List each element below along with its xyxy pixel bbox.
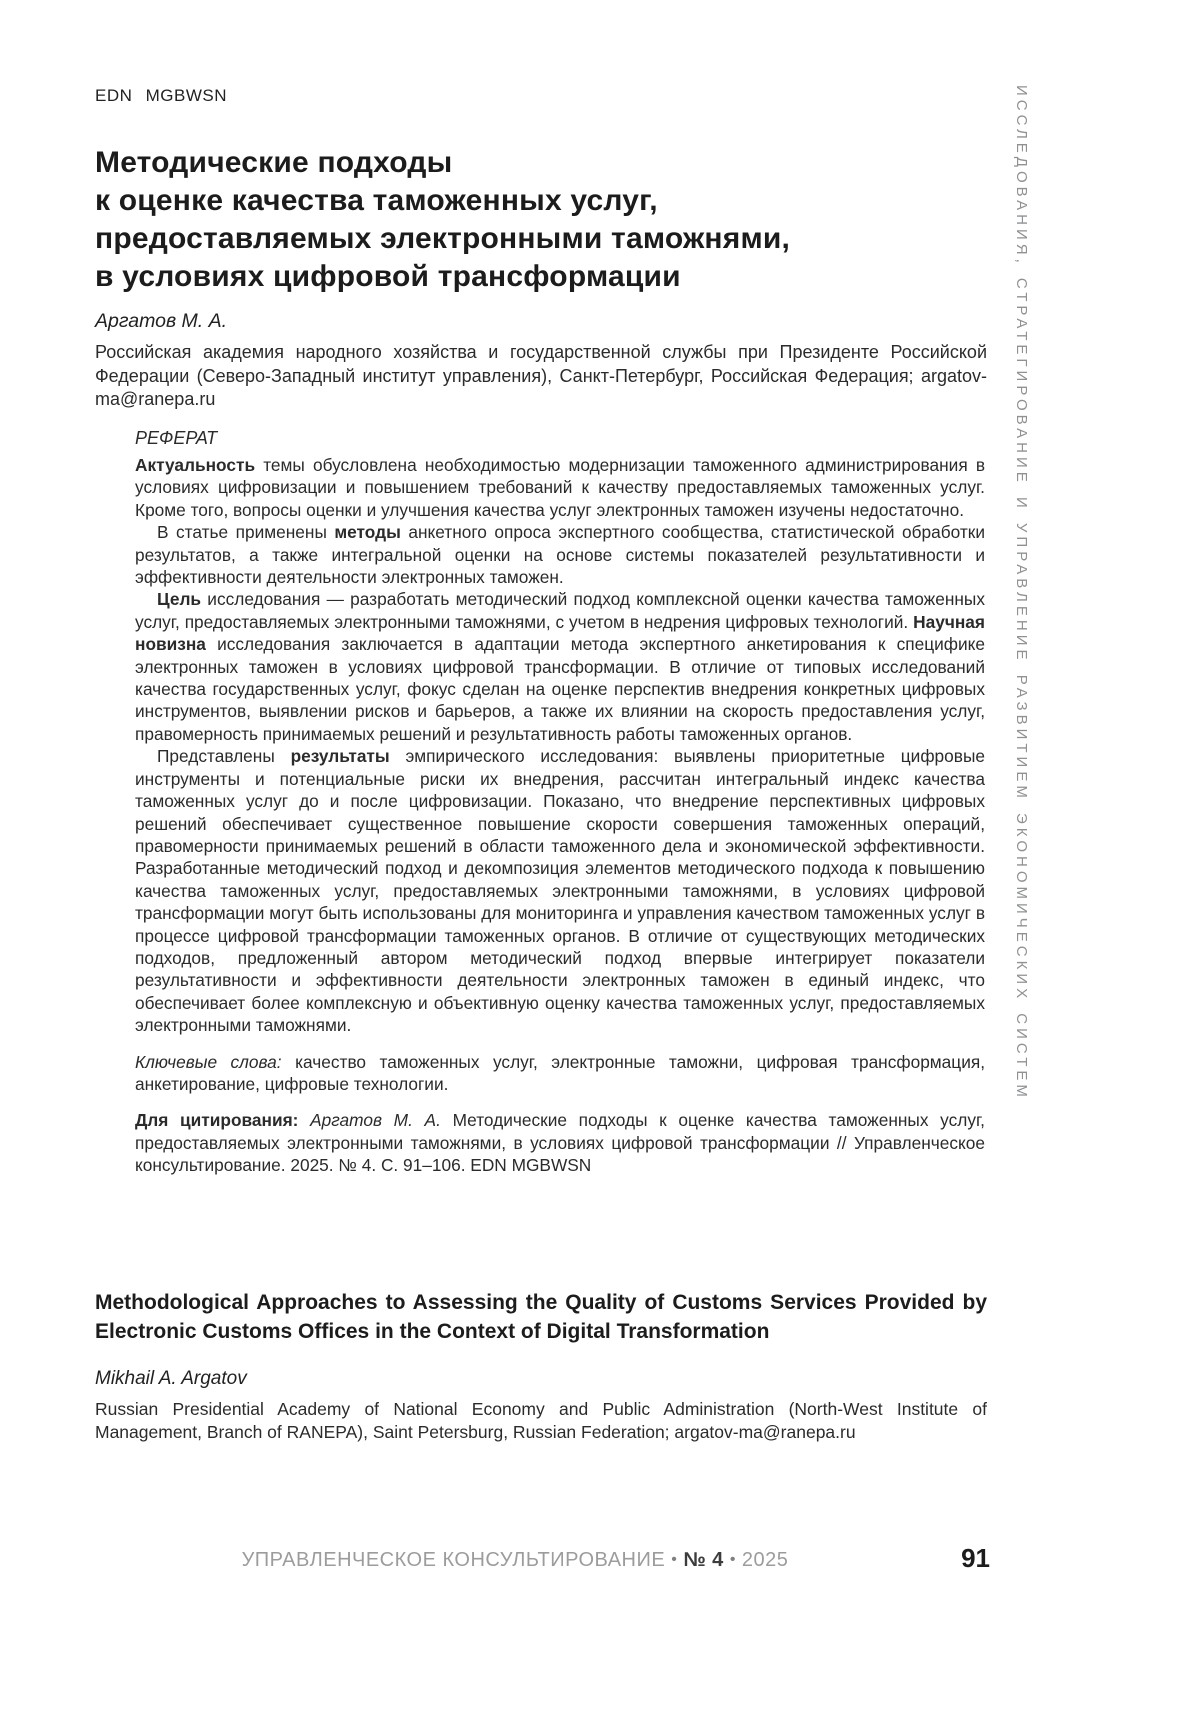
citation: Для цитирования: Аргатов М. А. Методические подходы к оценке качества таможенных услуг, предоставляемых электронными таможнями, в условиях цифровой трансформации // Управленческое консультирование. 2025. № 4. С. 91–106. EDN MGBWSN: [135, 1110, 985, 1176]
abstract-paragraph: Актуальность темы обусловлена необходимостью модернизации таможенного администрирования в условиях цифровизации и повышением требований к качеству предоставляемых таможенных услуг. Кроме того, вопросы оценки и улучшения качества услуг электронных таможен изучены недостаточно.: [135, 455, 985, 520]
abstract-label: РЕФЕРАТ: [135, 428, 218, 448]
edn-code: EDN MGBWSN: [95, 86, 227, 105]
article-title-en: Methodological Approaches to Assessing the Quality of Customs Services Provided by Electronic Customs Offices in the Context of Digital Transformation: [95, 1291, 987, 1343]
abstract-paragraphs: [135, 454, 985, 1037]
author-name-en: Mikhail A. Argatov: [95, 1368, 247, 1389]
journal-name: УПРАВЛЕНЧЕСКОЕ КОНСУЛЬТИРОВАНИЕ: [241, 1549, 666, 1571]
author-name-ru: Аргатов М. А.: [95, 310, 228, 332]
affiliation-en: Russian Presidential Academy of National Economy and Public Administration (North-West Institute of Management, Branch of RANEPA), Saint Petersburg, Russian Federation; argatov-ma@ranepa.ru: [95, 1399, 987, 1442]
footer-bullet: •: [671, 1551, 678, 1568]
journal-footer: [95, 1549, 935, 1572]
issue-year: 2025: [741, 1549, 789, 1571]
page-number: 91: [961, 1543, 990, 1573]
section-rubric-vertical: ИССЛЕДОВАНИЯ, СТРАТЕГИРОВАНИЕ И УПРАВЛЕНИЕ РАЗВИТИЕМ ЭКОНОМИЧЕСКИХ СИСТЕМ: [1013, 85, 1030, 1101]
keywords: Ключевые слова: качество таможенных услуг, электронные таможни, цифровая трансформация, анкетирование, цифровые технологии.: [135, 1051, 986, 1094]
abstract-paragraph: Цель исследования — разработать методический подход комплексной оценки качества таможенных услуг, предоставляемых электронными таможнями, с учетом в недрения цифровых технологий. Научная новизна исследования заключается в адаптации метода экспертного анкетирования к специфике электронных таможен в условиях цифровой трансформации. В отличие от типовых исследований качества государственных услуг, фокус сделан на оценке перспектив внедрения конкретных цифровых инструментов, выявлении рисков и барьеров, а также их влиянии на скорость предоставления услуг, правомерность принимаемых решений и результативность работы таможенных органов.: [135, 589, 985, 744]
article-title-ru: Методические подходы к оценке качества таможенных услуг, предоставляемых электронными таможнями, в условиях цифровой трансформации: [95, 146, 791, 294]
affiliation-ru: Российская академия народного хозяйства и государственной службы при Президенте Российской Федерации (Северо-Западный институт управления), Санкт-Петербург, Российская Федерация; argatov-ma@ranepa.ru: [95, 342, 987, 409]
abstract-block: [135, 428, 985, 1177]
footer-bullet: •: [729, 1551, 736, 1568]
issue-number: № 4: [683, 1549, 724, 1571]
abstract-paragraph: В статье применены методы анкетного опроса экспертного сообщества, статистической обработки результатов, а также интегральной оценки на основе системы показателей результативности и эффективности деятельности электронных таможен.: [135, 522, 985, 588]
abstract-paragraph: Представлены результаты эмпирического исследования: выявлены приоритетные цифровые инструменты и потенциальные риски их внедрения, рассчитан интегральный индекс качества таможенных услуг до и после цифровизации. Показано, что внедрение перспективных цифровых решений обеспечивает существенное повышение скорости совершения таможенных операций, правомерности принимаемых решений в области таможенного дела и экономической эффективности. Разработанные методический подход и декомпозиция элементов методического подхода к повышению качества таможенных услуг, предоставляемых электронными таможнями, в условиях цифровой трансформации могут быть использованы для мониторинга и управления качеством таможенных услуг в процессе цифровой трансформации таможенных органов. В отличие от существующих методических подходов, предложенный автором методический подход впервые интегрирует показатели результативности и эффективности деятельности электронных таможен в единый индекс, что обеспечивает более комплексную и объективную оценку качества таможенных услуг, предоставляемых электронными таможнями.: [135, 746, 985, 1036]
